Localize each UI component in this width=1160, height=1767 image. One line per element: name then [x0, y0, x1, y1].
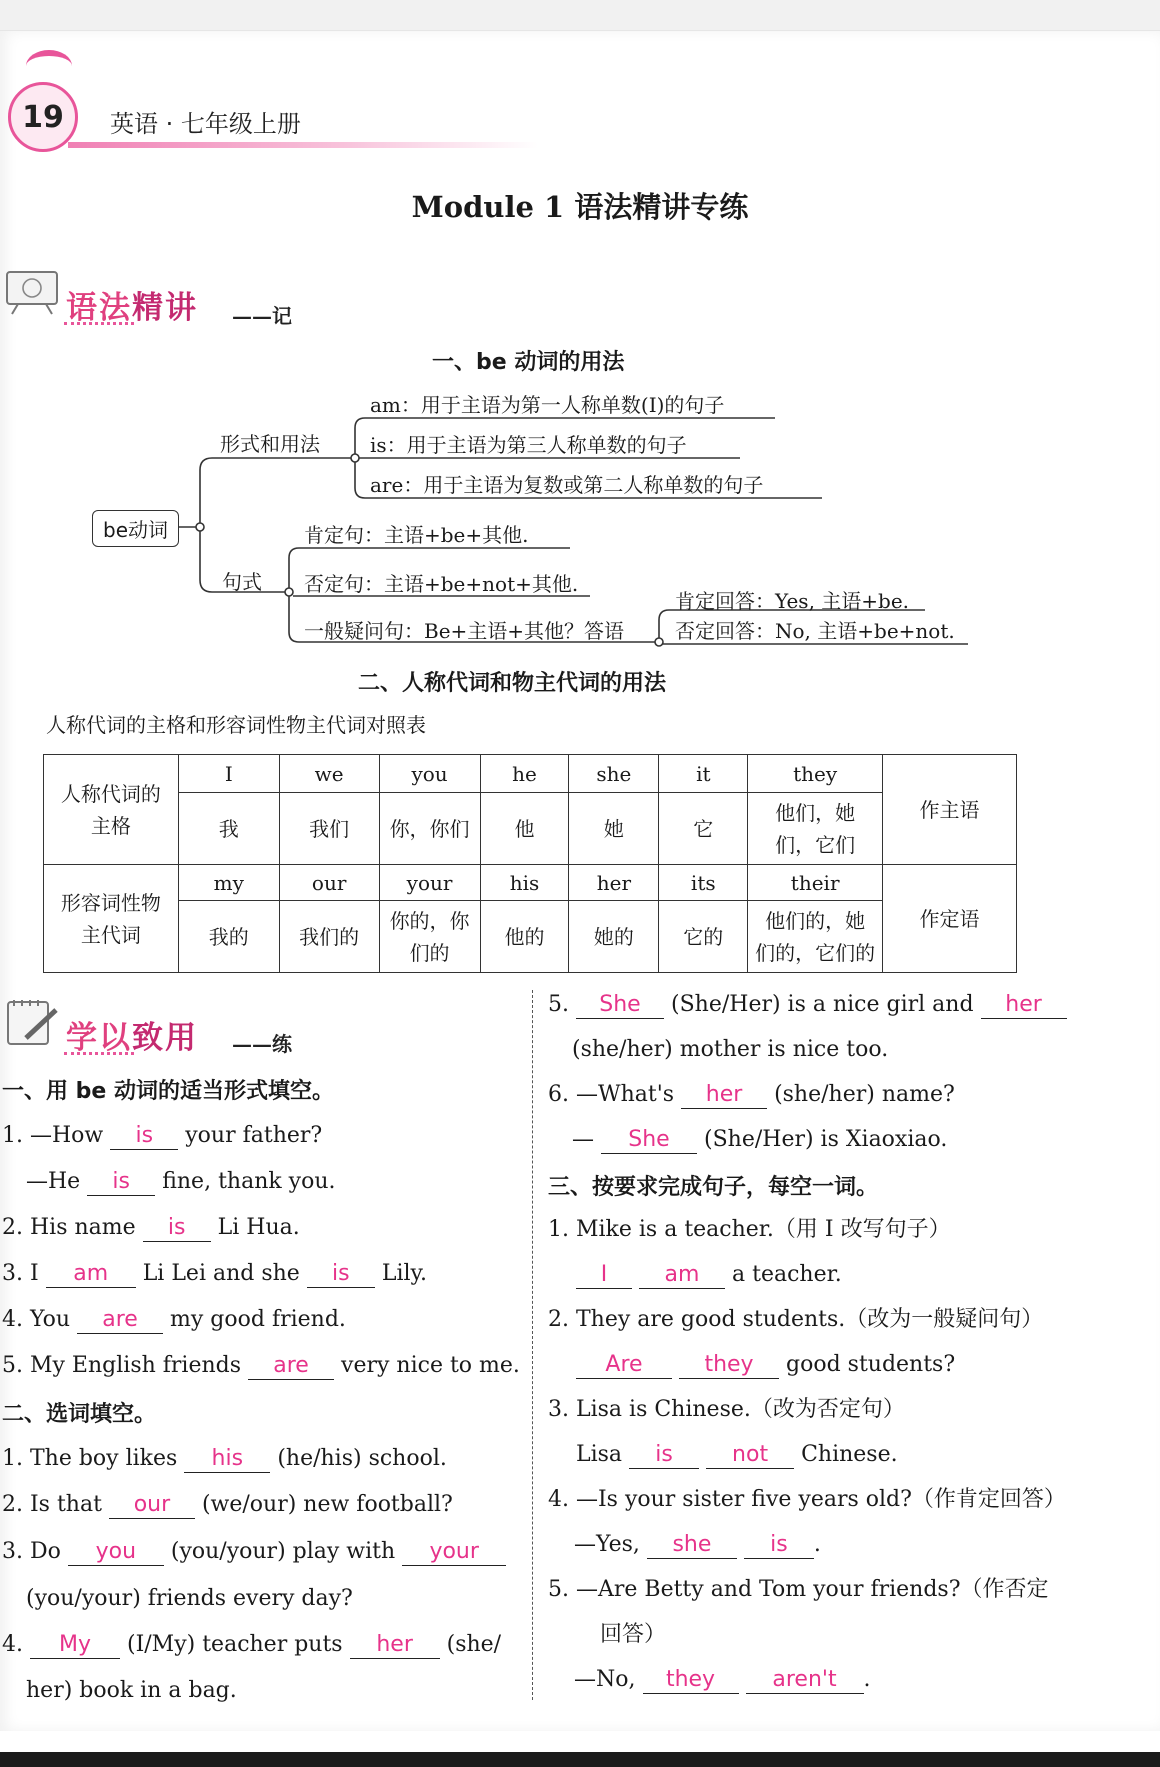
cell-cn-your: 你的，你 们的	[379, 901, 480, 973]
notebook-pencil-icon	[4, 996, 62, 1052]
exercise-b3: 3. Do you (you/your) play with your	[2, 1537, 506, 1567]
answer-blank[interactable]: your	[402, 1539, 506, 1566]
part-a-title: 一、用 be 动词的适当形式填空。	[2, 1079, 334, 1104]
cell-en: you	[379, 755, 480, 793]
answer-blank[interactable]: is	[307, 1261, 375, 1288]
mindmap-am: am：用于主语为第一人称单数(I)的句子	[370, 393, 725, 417]
exercise-c4: 4. —Is your sister five years old?（作肯定回答）	[548, 1487, 1066, 1512]
cell-cn: 我们的	[279, 901, 379, 973]
answer-blank[interactable]: she	[647, 1532, 737, 1559]
exercise-c2: 2. They are good students.（改为一般疑问句）	[548, 1307, 1044, 1332]
answer-blank[interactable]: am	[46, 1261, 136, 1288]
cell-en: he	[480, 755, 569, 793]
answer-blank[interactable]: aren't	[746, 1667, 864, 1694]
answer-blank[interactable]: is	[110, 1123, 178, 1150]
exercise-a1-reply: —He is fine, thank you.	[26, 1169, 336, 1194]
answer-blank[interactable]: you	[68, 1539, 164, 1566]
mindmap-branch-form: 形式和用法	[220, 432, 320, 456]
cell-cn-they: 他们，她 们，它们	[748, 793, 883, 865]
exercise-c4-answer: —Yes, she is .	[574, 1532, 821, 1557]
answer-blank[interactable]: her	[981, 992, 1067, 1019]
row2-role: 作定语	[883, 865, 1017, 973]
exercise-c5-answer: —No, they aren't .	[574, 1667, 871, 1692]
cell-en: they	[748, 755, 883, 793]
answer-blank[interactable]: her	[681, 1082, 767, 1109]
mindmap-positive: 肯定句：主语+be+其他.	[304, 523, 529, 547]
cell-cn: 她的	[569, 901, 659, 973]
mindmap-yes-answer: 肯定回答：Yes, 主语+be.	[675, 589, 910, 613]
answer-blank[interactable]: She	[601, 1127, 697, 1154]
exercise-b5-line2: (she/her) mother is nice too.	[572, 1037, 889, 1062]
exercise-a5: 5. My English friends are very nice to me.	[2, 1353, 520, 1378]
mindmap-is: is：用于主语为第三人称单数的句子	[370, 433, 687, 457]
answer-blank[interactable]: I	[576, 1262, 632, 1289]
exercise-b3-line2: (you/your) friends every day?	[26, 1586, 353, 1611]
row1-label: 人称代词的 主格	[44, 755, 179, 865]
row1-role: 作主语	[883, 755, 1017, 865]
cell-en: its	[659, 865, 748, 901]
exercise-b4: 4. My (I/My) teacher puts her (she/	[2, 1632, 502, 1657]
exercise-c1-answer: I am a teacher.	[576, 1260, 842, 1290]
answer-blank[interactable]: is	[143, 1215, 211, 1242]
bottom-margin	[0, 1752, 1160, 1767]
exercise-c1: 1. Mike is a teacher.（用 I 改写句子）	[548, 1217, 951, 1242]
cell-cn: 他的	[480, 901, 569, 973]
mindmap-negative: 否定句：主语+be+not+其他.	[304, 572, 579, 596]
cell-en: her	[569, 865, 659, 901]
answer-blank[interactable]: is	[744, 1532, 814, 1559]
mindmap-lines	[0, 0, 1160, 680]
exercise-b4-line2: her) book in a bag.	[26, 1678, 237, 1703]
exercise-c5: 5. —Are Betty and Tom your friends?（作否定	[548, 1577, 1049, 1602]
exercise-c3-answer: Lisa is not Chinese.	[576, 1442, 898, 1467]
exercise-b6-reply: — She (She/Her) is Xiaoxiao.	[572, 1127, 948, 1152]
answer-blank[interactable]: her	[350, 1632, 440, 1659]
mindmap-root: be动词	[92, 510, 179, 547]
answer-blank[interactable]: My	[30, 1632, 120, 1659]
cell-cn: 我们	[279, 793, 379, 865]
column-divider	[532, 990, 533, 1700]
cell-cn: 我	[178, 793, 279, 865]
answer-blank[interactable]: they	[643, 1667, 739, 1694]
cell-cn-their: 他们的，她 们的，它们的	[748, 901, 883, 973]
exercise-a2: 2. His name is Li Hua.	[2, 1215, 300, 1240]
exercise-b1: 1. The boy likes his (he/his) school.	[2, 1446, 447, 1471]
mindmap-no-answer: 否定回答：No, 主语+be+not.	[675, 619, 955, 643]
book-title: 英语 · 七年级上册	[110, 110, 301, 138]
cell-cn: 它的	[659, 901, 748, 973]
cell-cn: 你，你们	[379, 793, 480, 865]
section-tag-remember: ——记	[232, 304, 292, 328]
cell-en: our	[279, 865, 379, 901]
cell-en: it	[659, 755, 748, 793]
banner-practice-b: 致用	[132, 1020, 198, 1056]
banner-grammar-a: 语法	[66, 290, 132, 326]
answer-blank[interactable]: am	[639, 1262, 725, 1289]
mindmap-branch-pattern: 句式	[222, 570, 262, 594]
answer-blank[interactable]: his	[184, 1446, 270, 1473]
mindmap-are: are：用于主语为复数或第二人称单数的句子	[370, 473, 764, 497]
exercise-a4: 4. You are my good friend.	[2, 1307, 346, 1332]
answer-blank[interactable]: are	[77, 1307, 163, 1334]
cell-cn: 他	[480, 793, 569, 865]
exercise-a3: 3. I am Li Lei and she is Lily.	[2, 1261, 428, 1286]
cell-cn: 她	[569, 793, 659, 865]
answer-blank[interactable]: they	[679, 1352, 779, 1379]
banner-dots	[64, 1052, 134, 1055]
pronoun-heading: 二、人称代词和物主代词的用法	[358, 671, 667, 696]
cell-en: his	[480, 865, 569, 901]
cell-en: I	[178, 755, 279, 793]
cell-cn: 我的	[178, 901, 279, 973]
answer-blank[interactable]: is	[629, 1442, 699, 1469]
be-verb-heading: 一、be 动词的用法	[432, 350, 625, 375]
pronoun-table	[43, 754, 1017, 973]
answer-blank[interactable]: Are	[576, 1352, 672, 1379]
banner-grammar-b: 精讲	[132, 290, 198, 326]
cell-en: we	[279, 755, 379, 793]
banner-practice-a: 学以	[66, 1020, 132, 1056]
answer-blank[interactable]: are	[248, 1353, 334, 1380]
page-number: 19	[8, 82, 78, 152]
table-caption: 人称代词的主格和形容词性物主代词对照表	[46, 713, 426, 737]
exercise-b6: 6. —What's her (she/her) name?	[548, 1082, 955, 1107]
part-c-title: 三、按要求完成句子，每空一词。	[548, 1175, 879, 1200]
answer-blank[interactable]: not	[706, 1442, 794, 1469]
mindmap-question: 一般疑问句：Be+主语+其他？答语	[304, 619, 625, 643]
section-banner-practice	[66, 1012, 198, 1057]
cell-en: she	[569, 755, 659, 793]
section-tag-practice: ——练	[232, 1032, 292, 1056]
cell-en: your	[379, 865, 480, 901]
exercise-b2: 2. Is that our (we/our) new football?	[2, 1492, 453, 1517]
cell-en: my	[178, 865, 279, 901]
cell-cn: 它	[659, 793, 748, 865]
exercise-c2-answer: Are they good students?	[576, 1350, 955, 1380]
exercise-a1: 1. —How is your father?	[2, 1123, 323, 1148]
exercise-c3: 3. Lisa is Chinese.（改为否定句）	[548, 1397, 905, 1422]
part-b-title: 二、选词填空。	[2, 1402, 157, 1427]
cell-en: their	[748, 865, 883, 901]
exercise-b5: 5. She (She/Her) is a nice girl and her	[548, 990, 1067, 1020]
exercise-c5-line2: 回答）	[600, 1622, 667, 1647]
answer-blank[interactable]: She	[576, 992, 664, 1019]
row2-label: 形容词性物 主代词	[44, 865, 179, 973]
answer-blank[interactable]: is	[87, 1169, 155, 1196]
answer-blank[interactable]: our	[109, 1492, 195, 1519]
module-title: Module 1 语法精讲专练	[411, 190, 749, 224]
